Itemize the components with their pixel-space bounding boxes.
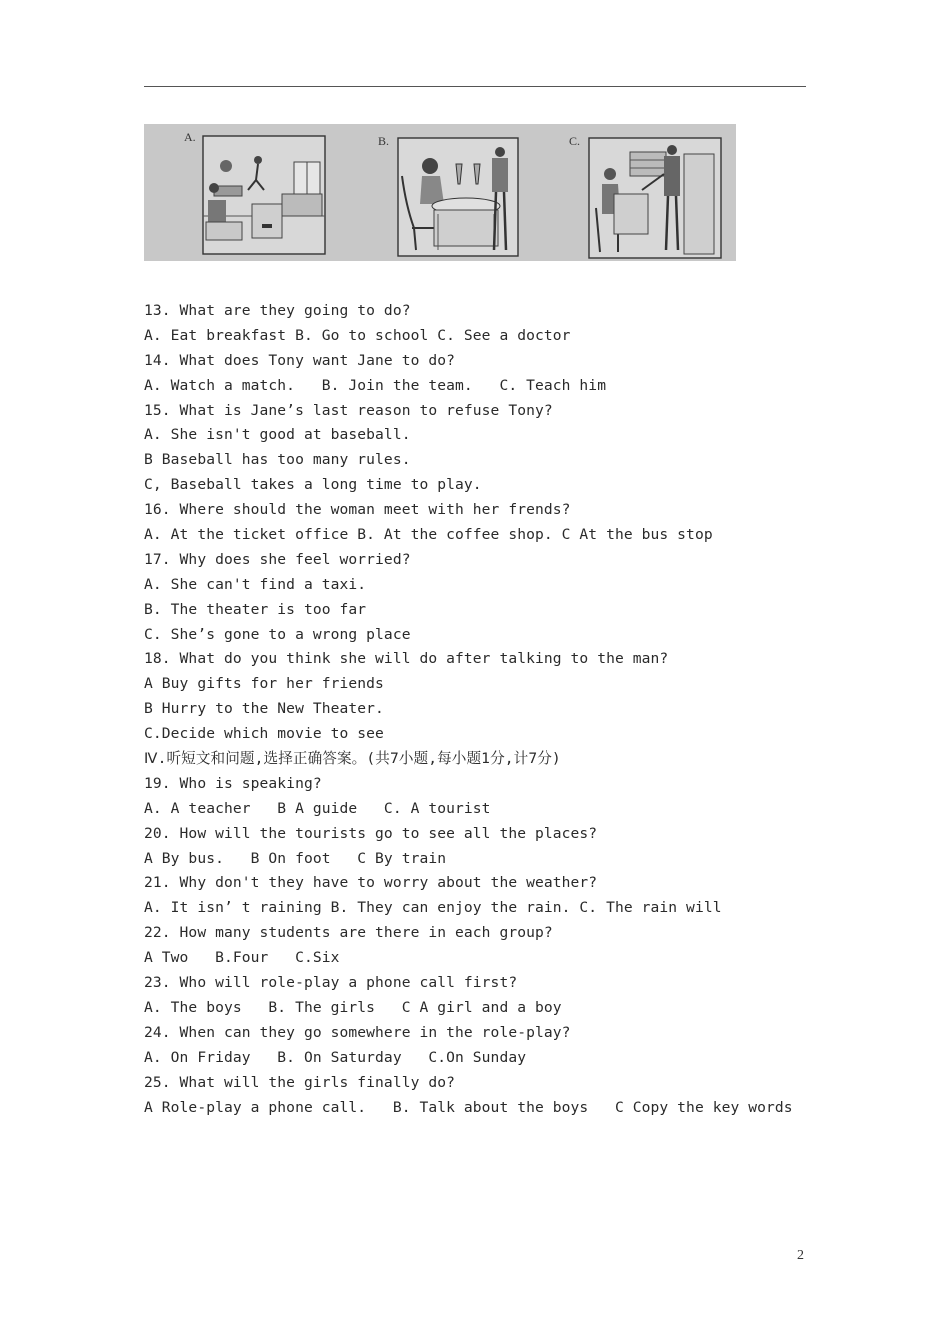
options-21: A. It isn’ t raining B. They can enjoy the rain. C. The rain will [144,899,722,917]
options-23: A. The boys B. The girls C A girl and a boy [144,998,562,1016]
options-14: A. Watch a match. B. Join the team. C. Teach him [144,376,607,394]
options-25: A Role-play a phone call. B. Talk about the boys C Copy the key words [144,1098,793,1116]
picture-options-figure [144,124,736,261]
options-22: A Two B.Four C.Six [144,949,340,967]
question-22: 22. How many students are there in each group? [144,924,553,942]
picture-b [398,138,518,256]
question-16: 16. Where should the woman meet with her frends? [144,501,571,519]
picture-b-label: B. [378,134,390,148]
question-23: 23. Who will role-play a phone call first? [144,974,518,992]
page-number: 2 [797,1248,804,1263]
option-15-a: A. She isn't good at baseball. [144,426,411,444]
question-21: 21. Why don't they have to worry about the weather? [144,874,598,892]
question-18: 18. What do you think she will do after talking to the man? [144,650,669,668]
picture-a-label: A. [184,130,196,144]
option-17-a: A. She can't find a taxi. [144,575,367,593]
option-18-a: A Buy gifts for her friends [144,675,384,693]
option-15-b: B Baseball has too many rules. [144,451,411,469]
section-iv-heading: Ⅳ.听短文和问题,选择正确答案。(共7小题,每小题1分,计7分) [144,750,561,768]
question-15: 15. What is Jane’s last reason to refuse Tony? [144,401,553,419]
option-18-c: C.Decide which movie to see [144,725,384,743]
options-19: A. A teacher B A guide C. A tourist [144,799,491,817]
question-17: 17. Why does she feel worried? [144,550,411,568]
option-18-b: B Hurry to the New Theater. [144,700,384,718]
picture-a [203,136,325,254]
picture-c-label: C. [569,134,581,148]
option-17-b: B. The theater is too far [144,600,367,618]
question-19: 19. Who is speaking? [144,774,322,792]
question-25: 25. What will the girls finally do? [144,1073,456,1091]
options-16: A. At the ticket office B. At the coffee shop. C At the bus stop [144,526,713,544]
question-list [144,299,804,1120]
option-15-c: C, Baseball takes a long time to play. [144,476,482,494]
question-13: 13. What are they going to do? [144,302,411,319]
header-rule [144,86,806,87]
options-13: A. Eat breakfast B. Go to school C. See a doctor [144,326,571,344]
picture-c [589,138,721,258]
option-17-c: C. She’s gone to a wrong place [144,625,411,643]
question-14: 14. What does Tony want Jane to do? [144,351,456,369]
options-20: A By bus. B On foot C By train [144,849,447,867]
question-20: 20. How will the tourists go to see all the places? [144,824,598,842]
question-24: 24. When can they go somewhere in the role-play? [144,1023,571,1041]
options-24: A. On Friday B. On Saturday C.On Sunday [144,1048,527,1066]
